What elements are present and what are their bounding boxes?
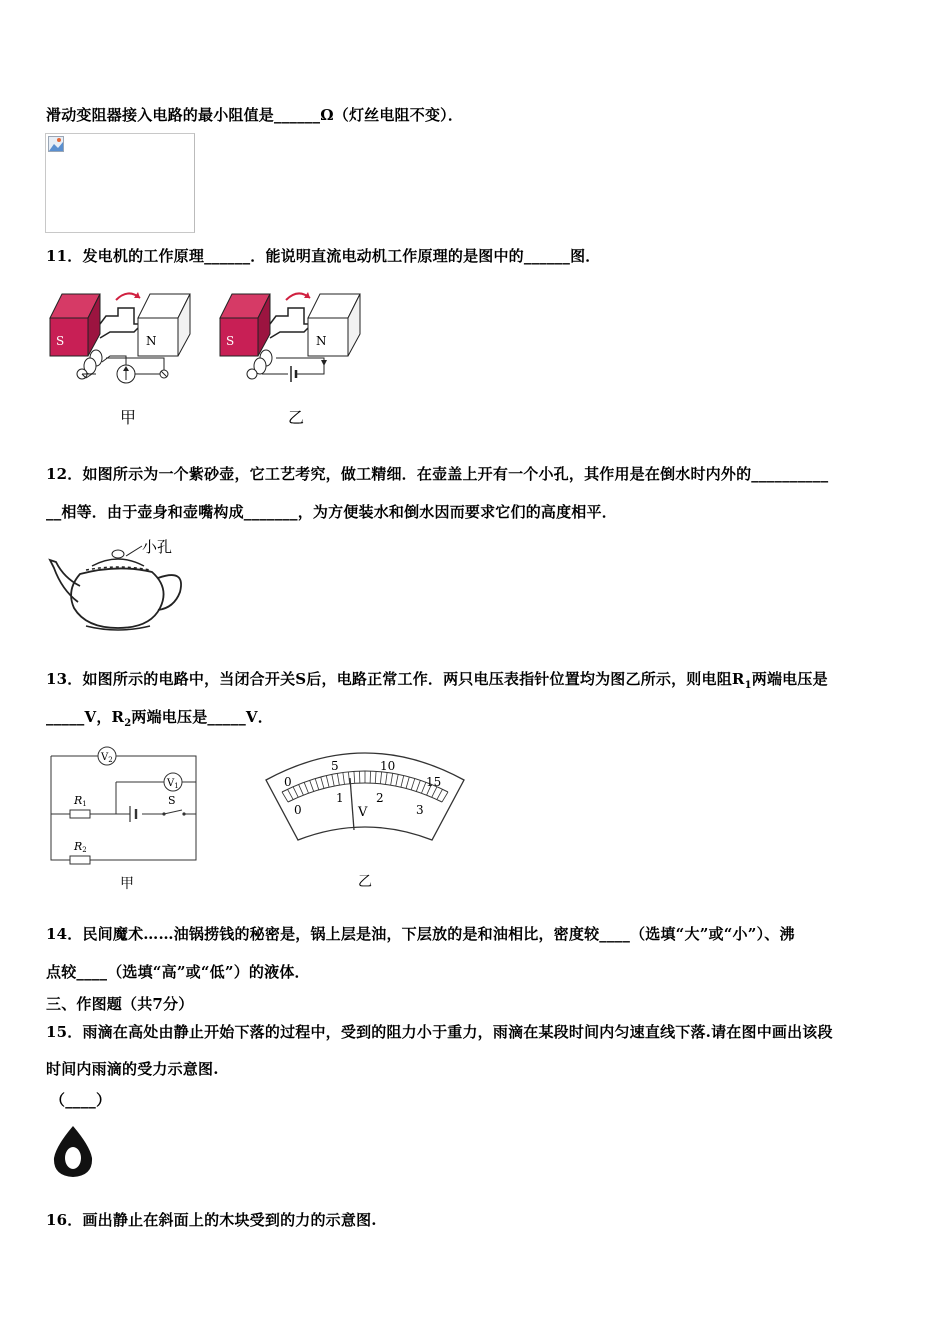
teapot-body (71, 568, 163, 628)
pole-s-label-a: S (56, 334, 65, 348)
generator-figure-a (50, 292, 190, 427)
figure-caption-a: 甲 (120, 408, 137, 427)
svg-text:V2: $V_2$ (101, 752, 113, 764)
q12-line1: 12．如图所示为一个紫砂壶，它工艺考究，做工精细．在壶盖上开有一个小孔，其作用是在倒水时内外的__________ (46, 465, 829, 483)
q12-line2: __相等．由于壶身和壶嘴构成_______，为方便装水和倒水因而要求它们的高度相平． (46, 503, 617, 521)
q15-line1: 15．雨滴在高处由静止开始下落的过程中，受到的阻力小于重力，雨滴在某段时间内匀速直线下落.请在图中画出该段 (46, 1023, 833, 1041)
dial-caption: 乙 (358, 874, 372, 890)
q10-text: 滑动变阻器接入电路的最小阻值是______Ω（灯丝电阻不变）． (46, 106, 464, 124)
circuit-caption: 甲 (120, 876, 134, 892)
resistor-r2 (70, 856, 90, 864)
small-hole-label: 小孔 (142, 538, 173, 556)
svg-text:0: 0 (294, 803, 302, 817)
raindrop-figure (50, 1124, 96, 1180)
motor-figure-b (220, 292, 360, 427)
section-title: 三、作图题（共7分） (46, 995, 194, 1013)
q11-text: 11．发电机的工作原理______．能说明直流电动机工作原理的是图中的______图． (46, 247, 601, 265)
svg-text:2: 2 (376, 791, 384, 805)
resistor-r1 (70, 810, 90, 818)
svg-text:5: 5 (331, 759, 339, 773)
teapot-figure (46, 530, 206, 636)
switch-label: S (168, 794, 176, 807)
q13-line2: _____V，$R_2$两端电压是_____V． (46, 708, 273, 729)
broken-image-placeholder (45, 133, 195, 233)
svg-text:R2: R2 (74, 840, 87, 854)
pole-n-label-b: N (316, 334, 327, 348)
figure-caption-b: 乙 (288, 408, 305, 427)
q16-text: 16．画出静止在斜面上的木块受到的力的示意图. (46, 1211, 377, 1229)
voltmeter-dial-figure (262, 740, 468, 894)
broken-image-icon (48, 136, 64, 152)
svg-text:15: 15 (426, 775, 442, 789)
svg-text:10: 10 (380, 759, 396, 773)
pole-s-label-b: S (226, 334, 235, 348)
svg-text:0: 0 (284, 775, 292, 789)
q14-line2: 点较____（选填“高”或“低”）的液体． (46, 963, 310, 981)
q14-line1: 14．民间魔术……油锅捞钱的秘密是，锅上层是油，下层放的是和油相比，密度较____（选填“大”或“小”）、沸 (46, 925, 795, 943)
q15-answer-blank: （____） (50, 1091, 112, 1109)
pole-n-label-a: N (146, 334, 157, 348)
svg-text:1: 1 (336, 791, 344, 805)
svg-text:3: 3 (416, 803, 424, 817)
circuit-figure (46, 742, 206, 892)
svg-text:V1: $V_1$ (167, 778, 179, 790)
dial-unit: V (358, 805, 368, 820)
q15-line2: 时间内雨滴的受力示意图. (46, 1060, 219, 1078)
dial-frame (266, 753, 464, 840)
q11-figures (46, 278, 376, 428)
svg-text:R1: R1 (74, 794, 87, 808)
q13-line1: 13．如图所示的电路中，当闭合开关S后，电路正常工作．两只电压表指针位置均为图乙所示，则电阻$R_1$两端电压是 (46, 670, 828, 691)
